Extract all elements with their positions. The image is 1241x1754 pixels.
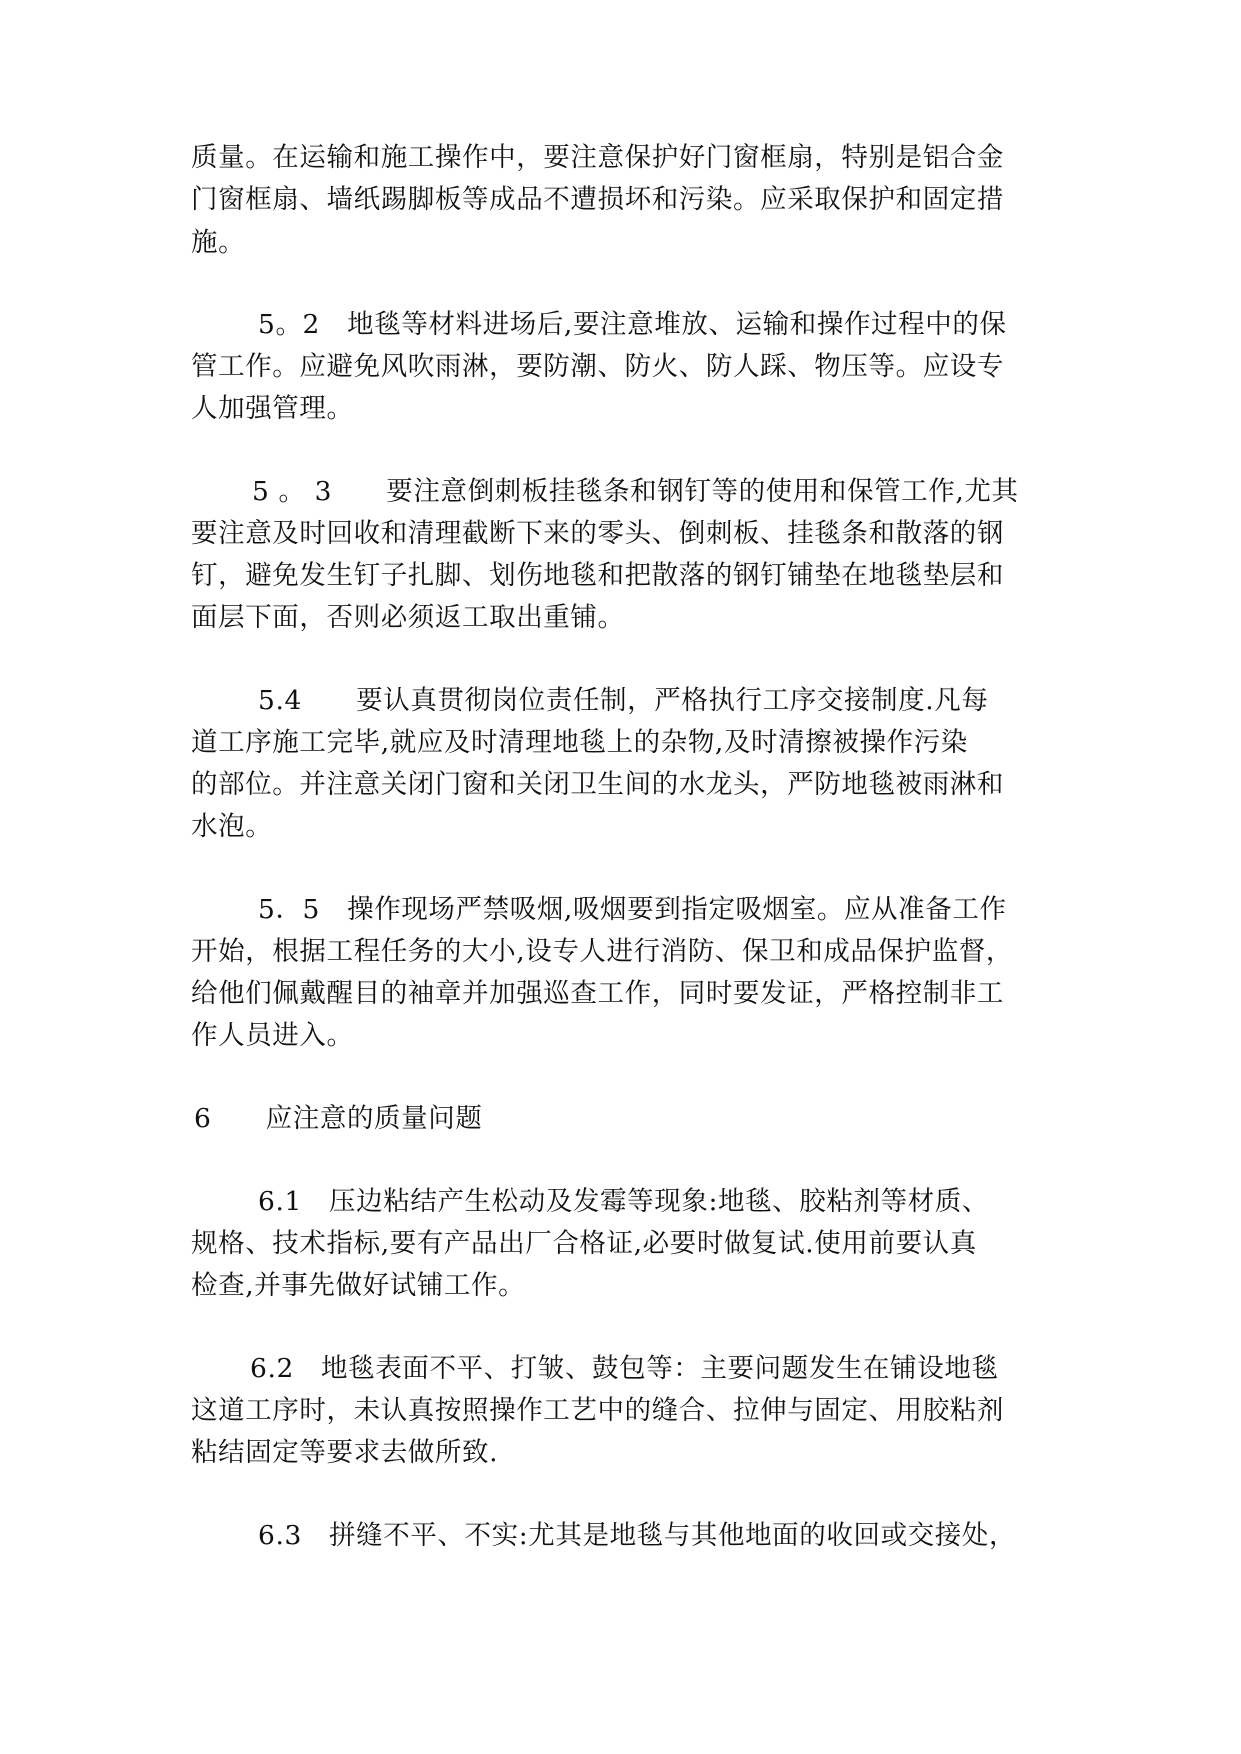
text-line: 面层下面，否则必须返工取出重铺。	[191, 602, 625, 633]
text-line: 给他们佩戴醒目的袖章并加强巡查工作，同时要发证，严格控制非工	[191, 978, 1004, 1009]
text-line: 规格、技术指标,要有产品出厂合格证,必要时做复试.使用前要认真	[191, 1228, 977, 1259]
text-line: 这道工序时，未认真按照操作工艺中的缝合、拉伸与固定、用胶粘剂	[191, 1395, 1004, 1426]
text-line: 6.1 压边粘结产生松动及发霉等现象:地毯、胶粘剂等材质、	[258, 1186, 989, 1217]
text-line: 5．5 操作现场严禁吸烟,吸烟要到指定吸烟室。应从准备工作	[258, 894, 1007, 925]
text-line: 的部位。并注意关闭门窗和关闭卫生间的水龙头，严防地毯被雨淋和	[191, 769, 1004, 800]
text-line: 门窗框扇、墙纸踢脚板等成品不遭损坏和污染。应采取保护和固定措	[191, 184, 1004, 215]
text-line: 5.4 要认真贯彻岗位责任制，严格执行工序交接制度.凡每	[258, 685, 989, 716]
text-line: 开始，根据工程任务的大小,设专人进行消防、保卫和成品保护监督，	[191, 936, 1014, 967]
text-line: 人加强管理。	[191, 393, 354, 424]
text-line: 管工作。应避免风吹雨淋，要防潮、防火、防人踩、物压等。应设专	[191, 351, 1004, 382]
text-line: 水泡。	[191, 811, 273, 842]
text-line: 质量。在运输和施工操作中，要注意保护好门窗框扇，特别是铝合金	[191, 142, 1004, 173]
section-heading: 6 应注意的质量问题	[194, 1103, 483, 1134]
text-line: 6.2 地毯表面不平、打皱、鼓包等：主要问题发生在铺设地毯	[250, 1353, 999, 1384]
text-line: 5。2 地毯等材料进场后,要注意堆放、运输和操作过程中的保	[258, 309, 1007, 340]
text-line: 钉，避免发生钉子扎脚、划伤地毯和把散落的钢钉铺垫在地毯垫层和	[191, 560, 1004, 591]
text-line: 作人员进入。	[191, 1020, 354, 1051]
text-line: 检查,并事先做好试铺工作。	[191, 1270, 526, 1301]
text-line: 施。	[191, 227, 246, 258]
text-line: 5 。 3 要注意倒刺板挂毯条和钢钉等的使用和保管工作,尤其	[252, 476, 1019, 507]
text-line: 道工序施工完毕,就应及时清理地毯上的杂物,及时清擦被操作污染	[191, 727, 968, 758]
text-line: 要注意及时回收和清理截断下来的零头、倒刺板、挂毯条和散落的钢	[191, 518, 1004, 549]
text-line: 6.3 拼缝不平、不实:尤其是地毯与其他地面的收回或交接处，	[258, 1520, 1017, 1551]
text-line: 粘结固定等要求去做所致.	[191, 1437, 499, 1468]
